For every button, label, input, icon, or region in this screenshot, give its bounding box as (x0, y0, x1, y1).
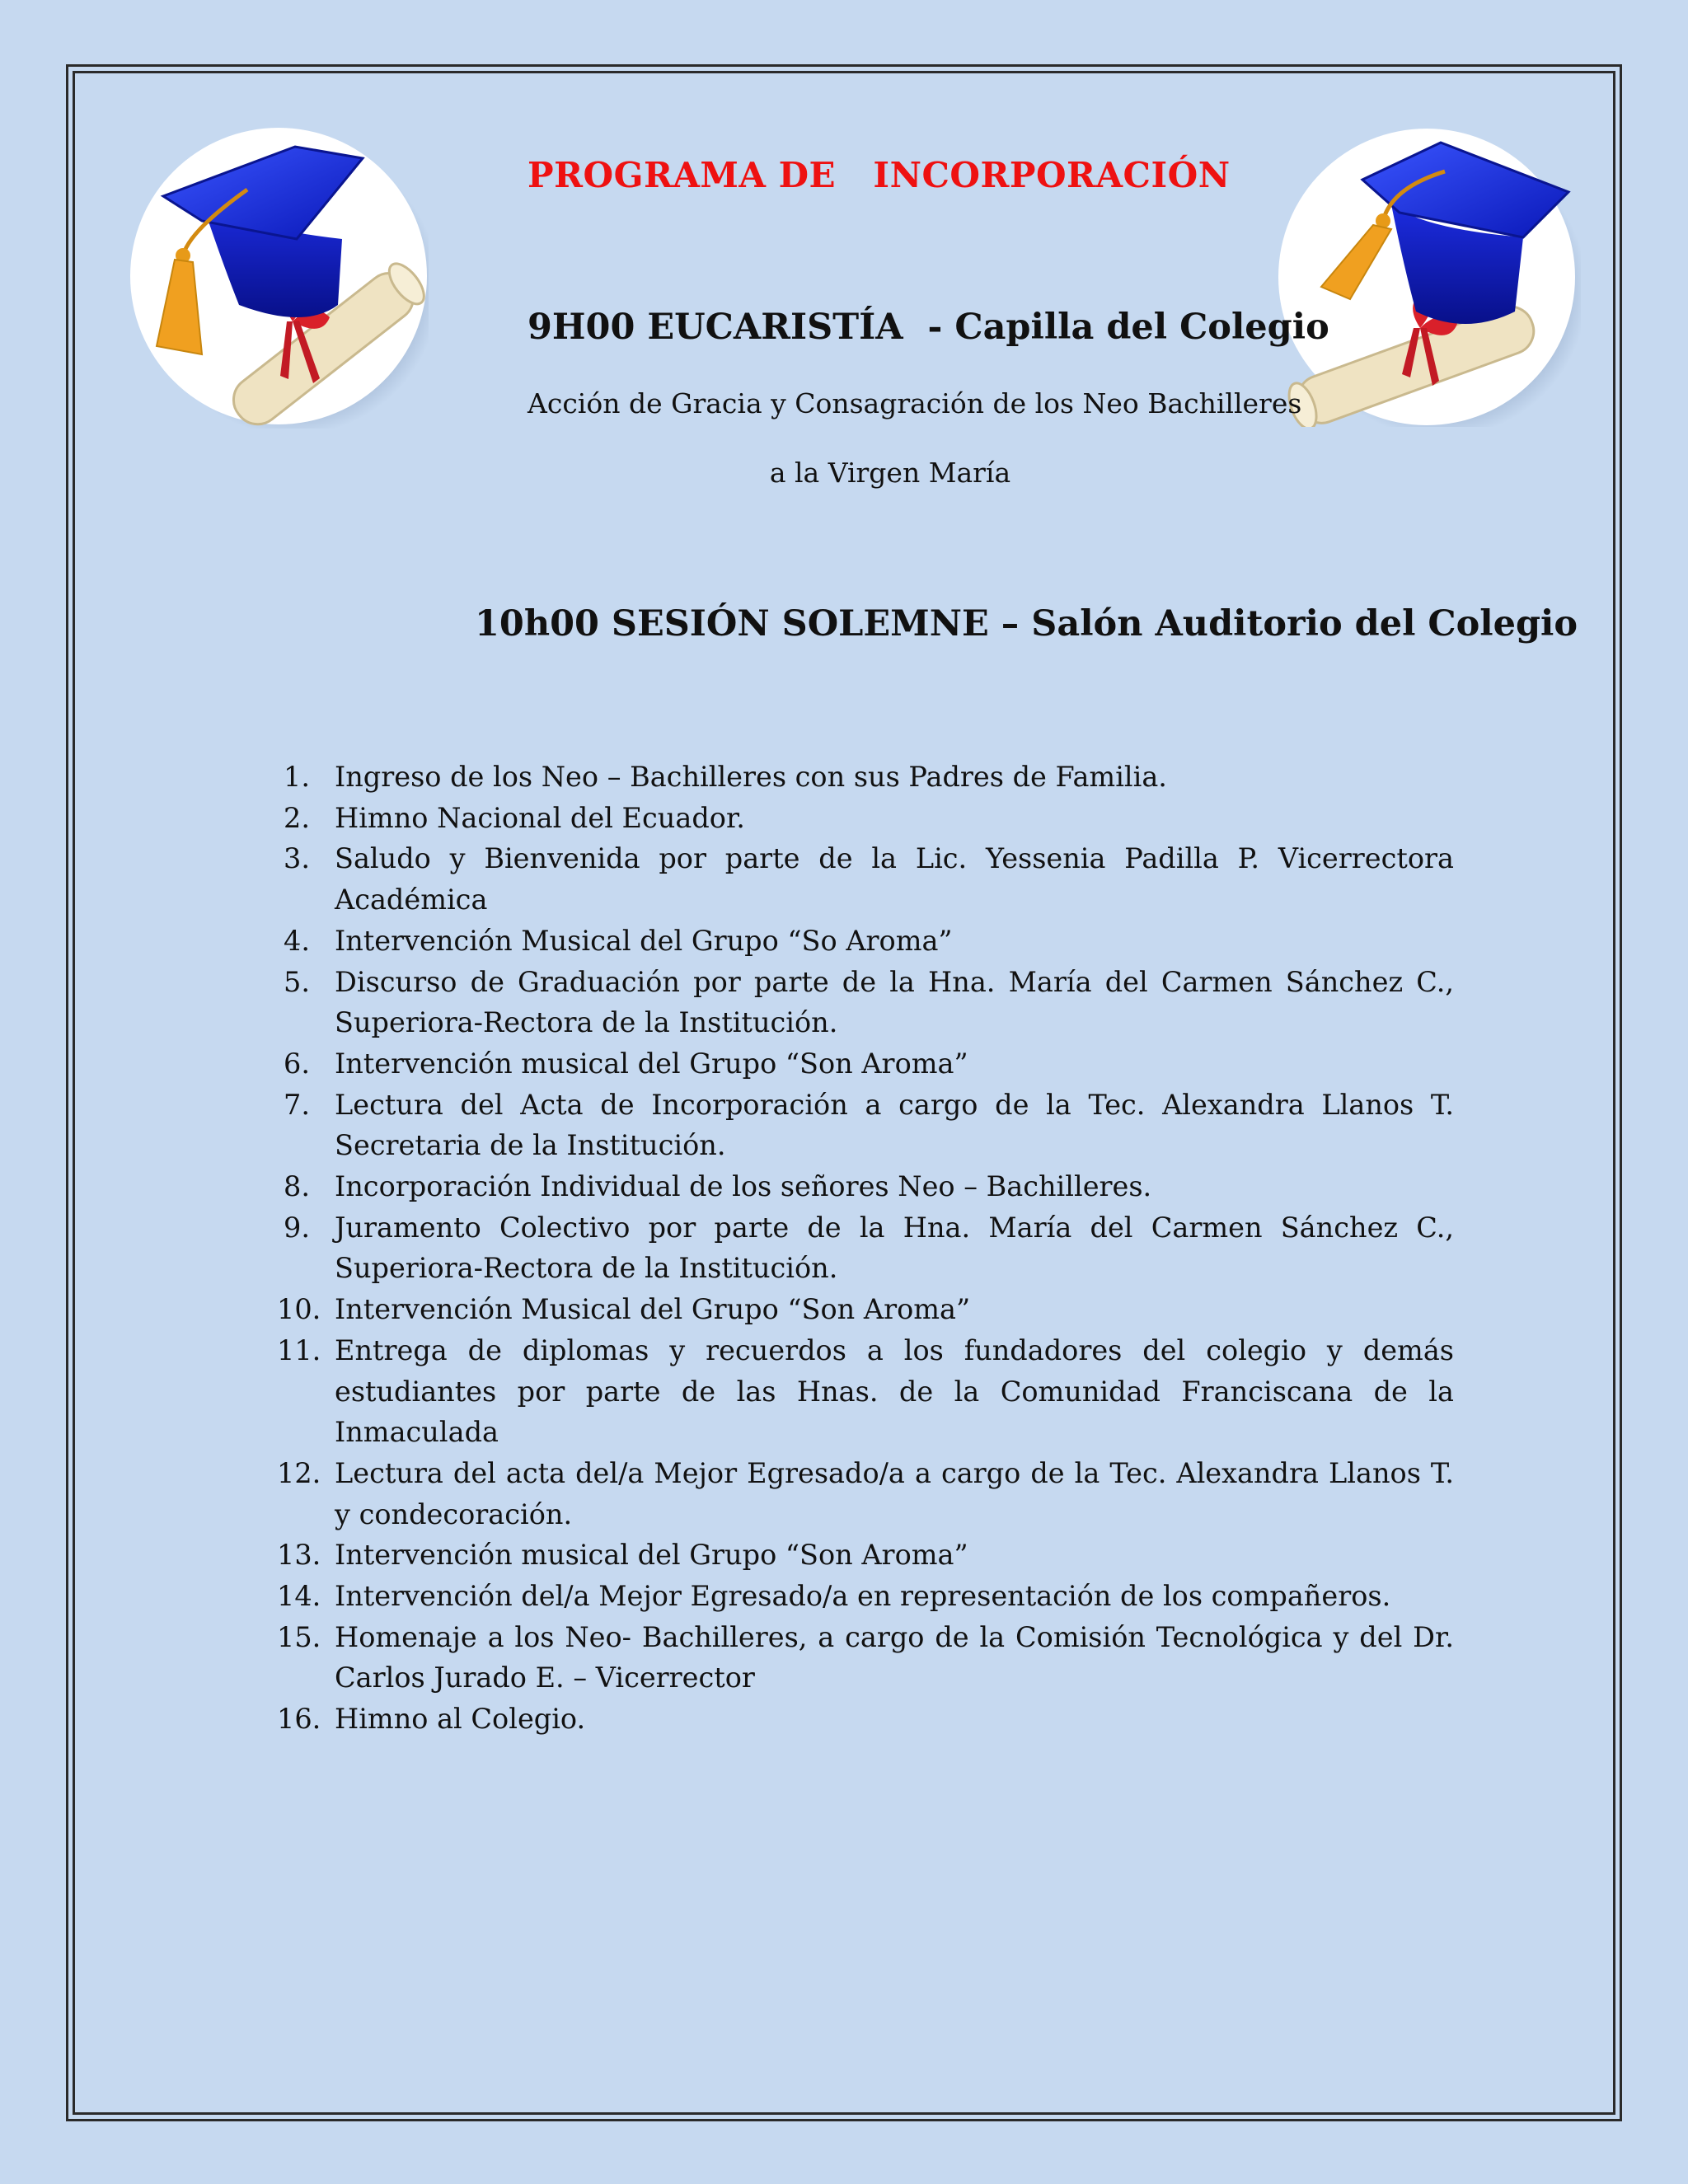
eucharist-description-continued: a la Virgen María (769, 457, 1011, 489)
list-item-number: 14. (277, 1580, 321, 1613)
list-item-text: Juramento Colectivo por parte de la Hna. María del Carmen Sánchez C., Superiora-Rectora de la Institución. (335, 1211, 1454, 1285)
list-item-text: Homenaje a los Neo- Bachilleres, a cargo de la Comisión Tecnológica y del Dr. Carlos Jurado E. – Vicerrector (335, 1620, 1454, 1694)
list-item-number: 13. (277, 1539, 321, 1572)
list-item-text: Intervención musical del Grupo “Son Aroma” (335, 1047, 968, 1080)
eucharist-description: Acción de Gracia y Consagración de los Neo Bachilleres (528, 387, 1302, 419)
list-item-number: 16. (277, 1703, 321, 1736)
list-item (277, 1043, 1454, 1085)
list-item-text: Intervención Musical del Grupo “Son Aroma” (335, 1293, 971, 1326)
list-item (277, 1289, 1454, 1330)
list-item (277, 1207, 1454, 1289)
program-list (277, 757, 1454, 1740)
list-item-number: 8. (284, 1170, 310, 1203)
diploma-scroll-icon (1276, 122, 1581, 427)
list-item-text: Himno al Colegio. (335, 1703, 586, 1736)
session-heading: 10h00 SESIÓN SOLEMNE – Salón Auditorio del Colegio (475, 603, 1578, 644)
list-item-text: Lectura del Acta de Incorporación a cargo de la Tec. Alexandra Llanos T. Secretaria de la Institución. (335, 1088, 1454, 1162)
list-item (277, 1085, 1454, 1166)
list-item (277, 921, 1454, 962)
list-item-number: 5. (284, 965, 310, 998)
graduation-cap-icon (124, 124, 429, 429)
list-item (277, 1576, 1454, 1617)
list-item-text: Lectura del acta del/a Mejor Egresado/a a cargo de la Tec. Alexandra Llanos T. y condecoración. (335, 1456, 1454, 1530)
list-item-text: Intervención musical del Grupo “Son Aroma” (335, 1539, 968, 1572)
list-item-number: 12. (277, 1456, 321, 1489)
list-item (277, 962, 1454, 1043)
list-item-number: 4. (284, 924, 310, 957)
list-item (277, 838, 1454, 920)
list-item-text: Incorporación Individual de los señores Neo – Bachilleres. (335, 1170, 1152, 1203)
list-item-number: 9. (284, 1211, 310, 1244)
list-item-text: Entrega de diplomas y recuerdos a los fundadores del colegio y demás estudiantes por parte de las Hnas. de la Comunidad Franciscana de la Inmaculada (335, 1333, 1454, 1449)
list-item (277, 1166, 1454, 1207)
list-item-text: Himno Nacional del Ecuador. (335, 801, 745, 834)
list-item (277, 1699, 1454, 1740)
list-item-number: 3. (284, 842, 310, 875)
list-item-text: Saludo y Bienvenida por parte de la Lic. Yessenia Padilla P. Vicerrectora Académica (335, 842, 1454, 916)
list-item-number: 15. (277, 1620, 321, 1653)
page-title: PROGRAMA DE INCORPORACIÓN (528, 155, 1231, 195)
list-item-text: Intervención Musical del Grupo “So Aroma” (335, 924, 953, 957)
list-item (277, 1535, 1454, 1576)
list-item (277, 798, 1454, 839)
eucharist-heading: 9H00 EUCARISTÍA - Capilla del Colegio (528, 307, 1329, 348)
list-item-text: Ingreso de los Neo – Bachilleres con sus Padres de Familia. (335, 761, 1167, 793)
list-item (277, 1330, 1454, 1453)
list-item-number: 2. (284, 801, 310, 834)
list-item-number: 10. (277, 1293, 321, 1326)
list-item (277, 757, 1454, 798)
list-item-number: 11. (277, 1333, 321, 1366)
list-item (277, 1617, 1454, 1699)
list-item-number: 7. (284, 1088, 310, 1121)
list-item-text: Intervención del/a Mejor Egresado/a en representación de los compañeros. (335, 1580, 1391, 1613)
list-item (277, 1453, 1454, 1535)
list-item-text: Discurso de Graduación por parte de la Hna. María del Carmen Sánchez C., Superiora-Rectora de la Institución. (335, 965, 1454, 1039)
list-item-number: 6. (284, 1047, 310, 1080)
list-item-number: 1. (284, 761, 310, 793)
